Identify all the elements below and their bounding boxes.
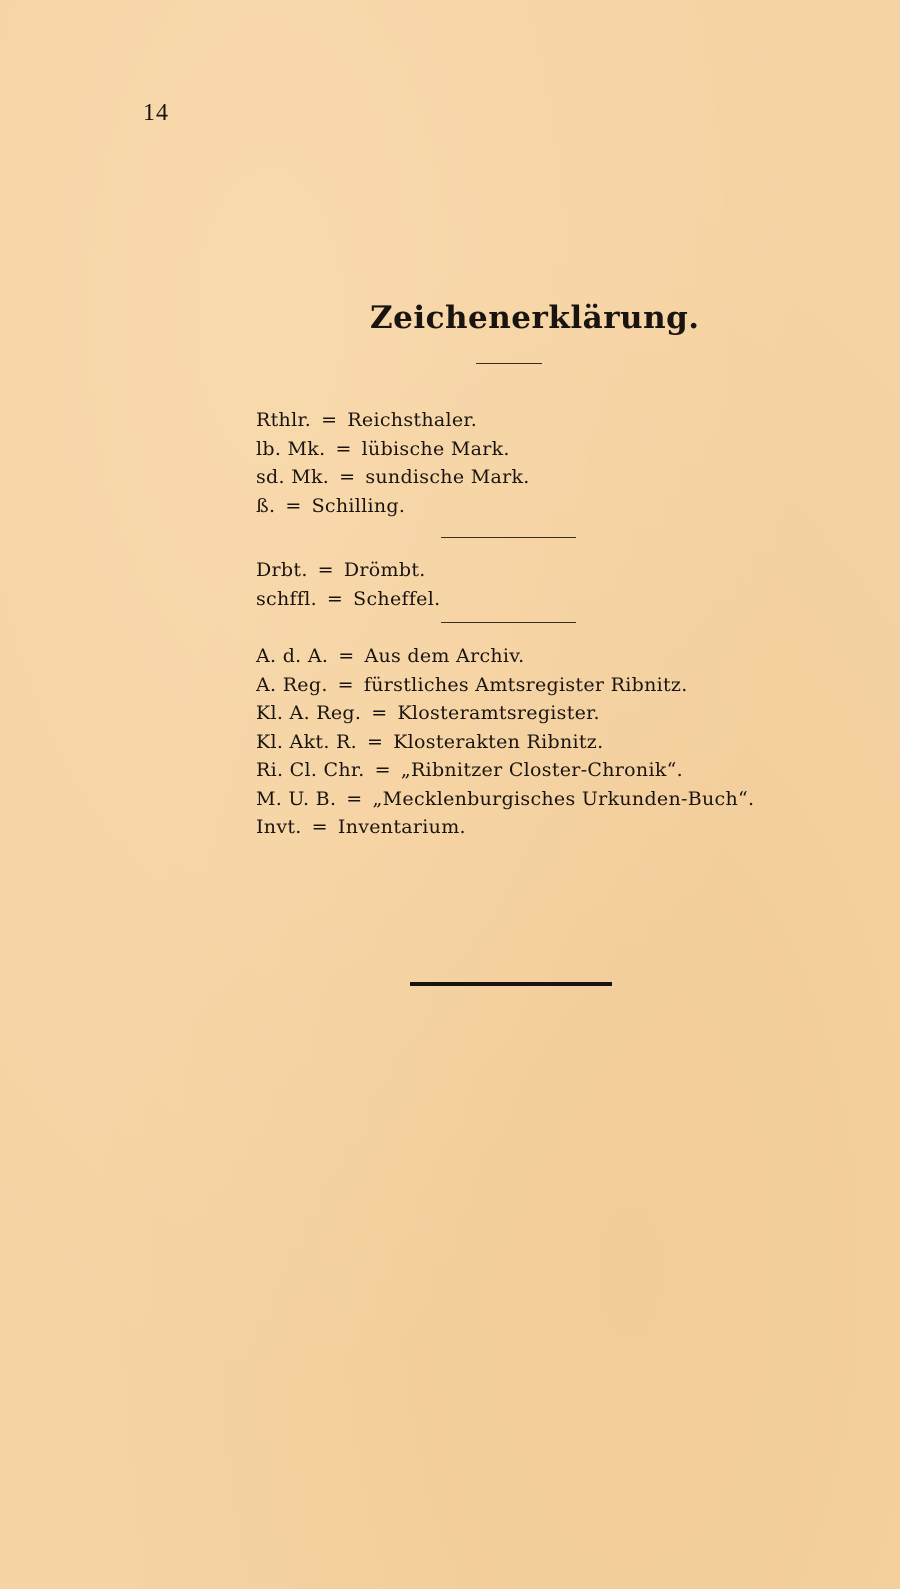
equals-sign: = <box>346 787 363 810</box>
currency-abbreviations <box>256 406 530 520</box>
meaning: Aus dem Archiv. <box>364 645 525 667</box>
equals-sign: = <box>374 759 391 781</box>
legend-entry <box>256 813 754 842</box>
legend-entry <box>256 671 754 700</box>
equals-sign: = <box>321 409 338 431</box>
legend-entry <box>256 435 530 464</box>
meaning: fürstliches Amtsregister Ribnitz. <box>363 673 688 696</box>
abbreviation: Drbt. <box>256 559 308 581</box>
meaning: Klosterakten Ribnitz. <box>393 730 604 753</box>
abbreviation: ß. <box>256 494 276 517</box>
section-divider <box>441 537 576 538</box>
abbreviation: A. d. A. <box>256 645 329 667</box>
legend-entry <box>256 406 530 435</box>
legend-entry <box>256 756 754 785</box>
legend-entry <box>256 642 754 671</box>
measure-abbreviations <box>256 556 440 613</box>
abbreviation: Invt. <box>256 816 302 838</box>
abbreviation: sd. Mk. <box>256 466 330 488</box>
abbreviation: M. U. B. <box>256 787 337 810</box>
abbreviation: Rthlr. <box>256 409 312 431</box>
meaning: „Ribnitzer Closter-Chronik“. <box>400 759 683 781</box>
abbreviation: Kl. A. Reg. <box>256 702 362 724</box>
equals-sign: = <box>285 494 302 517</box>
meaning: Reichsthaler. <box>347 409 478 431</box>
equals-sign: = <box>326 587 344 610</box>
meaning: Inventarium. <box>337 816 466 838</box>
meaning: Klosteramtsregister. <box>397 702 600 724</box>
meaning: lübische Mark. <box>361 437 510 460</box>
section-divider <box>441 622 576 623</box>
equals-sign: = <box>317 559 334 581</box>
page-title: Zeichenerklärung. <box>370 300 700 336</box>
source-abbreviations <box>256 642 754 842</box>
abbreviation: Kl. Akt. R. <box>256 730 357 753</box>
legend-entry <box>256 785 754 814</box>
abbreviation: schffl. <box>256 587 317 610</box>
equals-sign: = <box>338 645 355 667</box>
legend-entry <box>256 585 440 614</box>
legend-entry <box>256 556 440 585</box>
meaning: Schilling. <box>311 494 406 517</box>
legend-entry <box>256 699 754 728</box>
meaning: Scheffel. <box>353 587 441 610</box>
equals-sign: = <box>335 437 352 460</box>
title-divider <box>476 363 542 364</box>
legend-entry <box>256 463 530 492</box>
legend-entry <box>256 492 530 521</box>
end-rule <box>410 982 612 986</box>
equals-sign: = <box>311 816 328 838</box>
legend-entry <box>256 728 754 757</box>
abbreviation: lb. Mk. <box>256 437 326 460</box>
equals-sign: = <box>371 702 388 724</box>
page-number: 14 <box>143 100 169 126</box>
equals-sign: = <box>366 730 384 753</box>
meaning: sundische Mark. <box>365 466 530 488</box>
abbreviation: Ri. Cl. Chr. <box>256 759 365 781</box>
meaning: „Mecklenburgisches Urkunden-Buch“. <box>372 787 755 810</box>
equals-sign: = <box>339 466 356 488</box>
equals-sign: = <box>337 673 354 696</box>
meaning: Drömbt. <box>343 559 426 581</box>
abbreviation: A. Reg. <box>256 673 328 696</box>
